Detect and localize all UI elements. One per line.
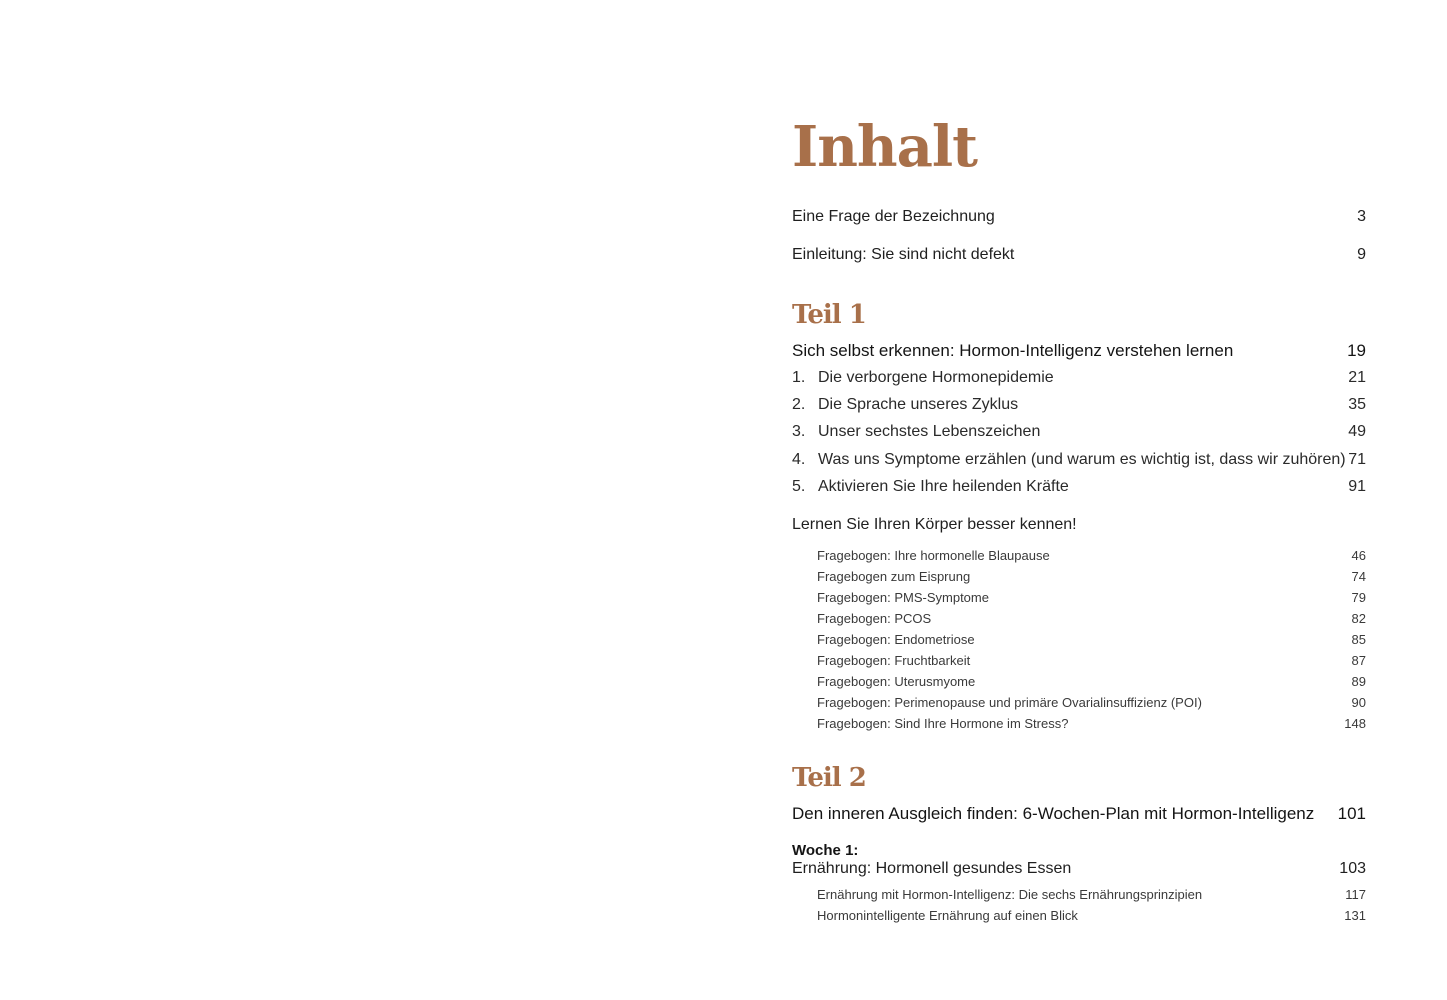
quiz-title: Fragebogen: Endometriose bbox=[817, 632, 975, 647]
quiz-page: 82 bbox=[1351, 611, 1366, 626]
quiz-title: Fragebogen: Ihre hormonelle Blaupause bbox=[817, 548, 1050, 563]
chapter-title: Unser sechstes Lebenszeichen bbox=[818, 423, 1041, 440]
quiz-title: Fragebogen: Uterusmyome bbox=[817, 674, 976, 689]
quiz-entry bbox=[817, 653, 1366, 668]
chapter-number: 4. bbox=[792, 451, 806, 468]
entry-page: 101 bbox=[1337, 804, 1366, 823]
toc-entry-intro-2 bbox=[792, 246, 1366, 264]
entry-title: Ernährung: Hormonell gesundes Essen bbox=[792, 860, 1072, 877]
entry-page: 103 bbox=[1339, 860, 1366, 877]
quiz-entry bbox=[817, 590, 1366, 605]
quiz-entry bbox=[817, 548, 1366, 563]
chapter-page: 71 bbox=[1348, 451, 1366, 468]
part-1-heading bbox=[792, 341, 1366, 361]
quiz-entry bbox=[817, 632, 1366, 647]
chapter-entry bbox=[792, 423, 1366, 441]
chapter-number: 5. bbox=[792, 478, 806, 495]
left-blank-page bbox=[0, 0, 723, 1000]
quiz-title: Fragebogen: Sind Ihre Hormone im Stress? bbox=[817, 716, 1069, 731]
quiz-entry bbox=[817, 695, 1366, 710]
chapter-entry bbox=[792, 451, 1366, 469]
chapter-page: 35 bbox=[1348, 396, 1366, 413]
quiz-section-heading bbox=[792, 516, 1366, 534]
part-1-title: Teil 1 bbox=[792, 300, 866, 330]
chapter-page: 49 bbox=[1348, 423, 1366, 440]
week-1-sub-entry bbox=[817, 887, 1366, 902]
entry-page: 9 bbox=[1357, 246, 1366, 263]
quiz-entry bbox=[817, 674, 1366, 689]
chapter-number: 1. bbox=[792, 369, 806, 386]
quiz-title: Fragebogen: PCOS bbox=[817, 611, 932, 626]
quiz-entry bbox=[817, 611, 1366, 626]
sub-entry-page: 131 bbox=[1344, 908, 1366, 923]
quiz-page: 46 bbox=[1351, 548, 1366, 563]
quiz-title: Fragebogen: Perimenopause und primäre Ovarialinsuffizienz (POI) bbox=[817, 695, 1202, 710]
page-title: Inhalt bbox=[792, 114, 978, 180]
entry-page: 3 bbox=[1357, 208, 1366, 225]
chapter-number: 3. bbox=[792, 423, 806, 440]
part-2-title: Teil 2 bbox=[792, 763, 866, 793]
chapter-page: 21 bbox=[1348, 369, 1366, 386]
quiz-page: 74 bbox=[1351, 569, 1366, 584]
chapter-title: Was uns Symptome erzählen (und warum es wichtig ist, dass wir zuhören) bbox=[818, 451, 1346, 468]
entry-page: 19 bbox=[1347, 341, 1366, 360]
quiz-page: 85 bbox=[1351, 632, 1366, 647]
quiz-entry bbox=[817, 716, 1366, 731]
week-1-entry bbox=[792, 860, 1366, 878]
quiz-page: 90 bbox=[1351, 695, 1366, 710]
quiz-page: 89 bbox=[1351, 674, 1366, 689]
toc-entry-intro-1 bbox=[792, 208, 1366, 226]
quiz-title: Fragebogen zum Eisprung bbox=[817, 569, 971, 584]
entry-title: Eine Frage der Bezeichnung bbox=[792, 208, 995, 225]
sub-entry-title: Ernährung mit Hormon-Intelligenz: Die sechs Ernährungsprinzipien bbox=[817, 887, 1203, 902]
quiz-title: Fragebogen: PMS-Symptome bbox=[817, 590, 989, 605]
quiz-page: 148 bbox=[1344, 716, 1366, 731]
chapter-entry bbox=[792, 396, 1366, 414]
entry-title: Einleitung: Sie sind nicht defekt bbox=[792, 246, 1015, 263]
chapter-entry bbox=[792, 478, 1366, 496]
entry-title: Den inneren Ausgleich finden: 6-Wochen-Plan mit Hormon-Intelligenz bbox=[792, 804, 1315, 823]
week-1-label: Woche 1: bbox=[792, 842, 859, 859]
chapter-entry bbox=[792, 369, 1366, 387]
quiz-page: 87 bbox=[1351, 653, 1366, 668]
toc-page bbox=[723, 0, 1447, 1000]
chapter-title: Die verborgene Hormonepidemie bbox=[818, 369, 1054, 386]
entry-title: Lernen Sie Ihren Körper besser kennen! bbox=[792, 516, 1077, 533]
sub-entry-page: 117 bbox=[1345, 887, 1366, 902]
week-1-sub-entry bbox=[817, 908, 1366, 923]
chapter-title: Die Sprache unseres Zyklus bbox=[818, 396, 1019, 413]
quiz-title: Fragebogen: Fruchtbarkeit bbox=[817, 653, 971, 668]
part-2-heading bbox=[792, 804, 1366, 824]
entry-title: Sich selbst erkennen: Hormon-Intelligenz verstehen lernen bbox=[792, 341, 1234, 360]
sub-entry-title: Hormonintelligente Ernährung auf einen Blick bbox=[817, 908, 1078, 923]
quiz-entry bbox=[817, 569, 1366, 584]
chapter-page: 91 bbox=[1348, 478, 1366, 495]
chapter-number: 2. bbox=[792, 396, 806, 413]
quiz-page: 79 bbox=[1351, 590, 1366, 605]
chapter-title: Aktivieren Sie Ihre heilenden Kräfte bbox=[818, 478, 1069, 495]
